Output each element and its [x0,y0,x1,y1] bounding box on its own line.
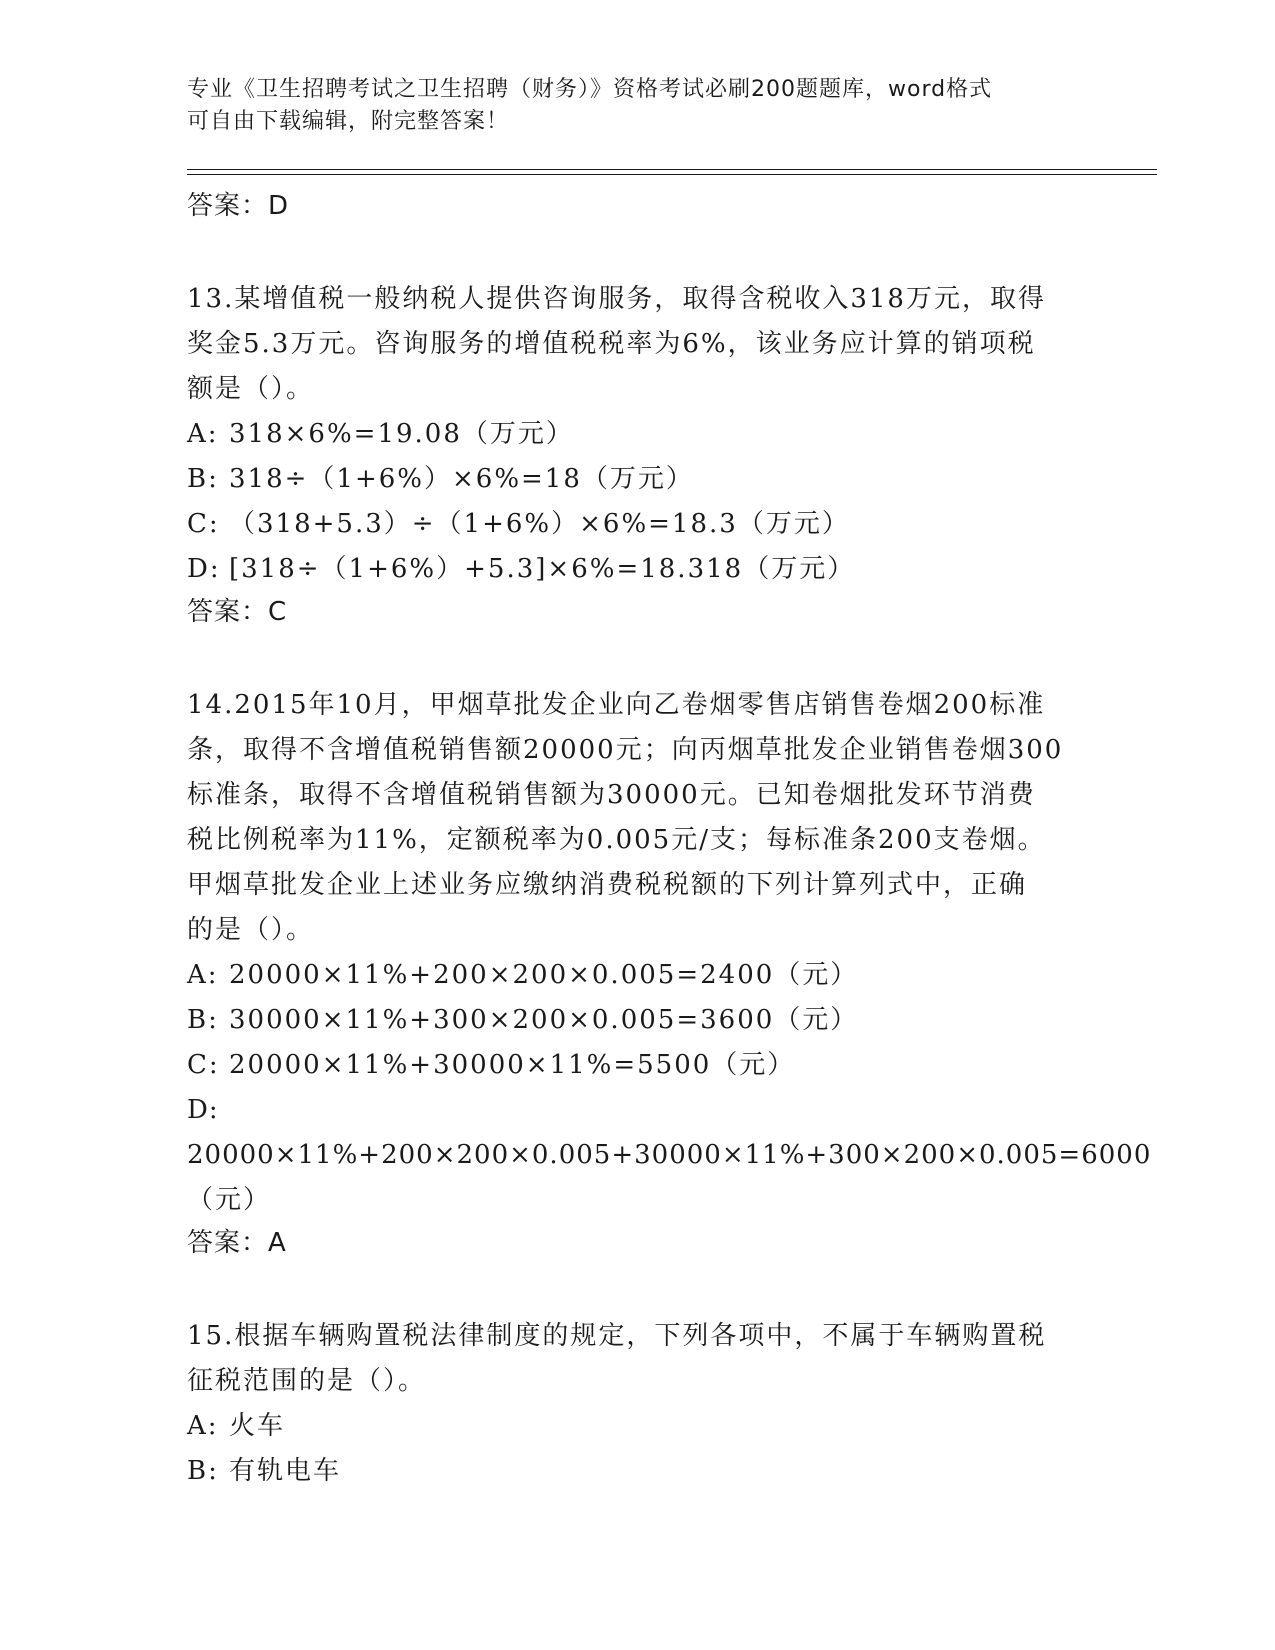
stem-line: 13.某增值税一般纳税人提供咨询服务，取得含税收入318万元，取得 [187,284,1046,314]
stem-line: 标准条，取得不含增值税销售额为30000元。已知卷烟批发环节消费 [187,780,1036,810]
option-letter: A: [187,960,219,990]
spacer [187,632,1087,682]
header-rule-bottom [187,174,1157,175]
option-a [187,1404,1087,1449]
stem-line: 条，取得不含增值税销售额20000元；向丙烟草批发企业销售卷烟300 [187,735,1064,765]
stem-line: 的是（）。 [187,915,315,945]
stem-line: 15.根据车辆购置税法律制度的规定，下列各项中，不属于车辆购置税 [187,1321,1047,1351]
spacer [187,226,1087,276]
question-content [187,186,1152,1494]
answer-previous: 答案：D [187,191,290,221]
option-letter: B: [187,1005,219,1035]
option-letter: B: [187,1456,219,1486]
option-text: 318÷（1+6%）×6%=18（万元） [229,464,694,494]
option-letter: C: [187,1050,220,1080]
option-text: 30000×11%+300×200×0.005=3600（元） [229,1005,859,1035]
option-text: 有轨电车 [229,1456,342,1486]
stem-line: 奖金5.3万元。咨询服务的增值税税率为6%，该业务应计算的销项税 [187,329,1036,359]
option-b [187,998,1087,1043]
stem-line: 额是（）。 [187,374,315,404]
option-letter: A: [187,1411,219,1441]
option-text: 20000×11%+200×200×0.005+30000×11%+300×200×0.005=6000 [187,1140,1152,1170]
option-text: （318+5.3）÷（1+6%）×6%=18.3（万元） [229,509,850,539]
option-letter: C: [187,509,220,539]
option-d [187,1088,1152,1178]
stem-line: 税比例税率为11%，定额税率为0.005元/支；每标准条200支卷烟。 [187,825,1046,855]
option-b [187,1449,1087,1494]
stem-line: 征税范围的是（）。 [187,1366,427,1396]
spacer [187,1263,1087,1313]
option-text: 火车 [229,1411,286,1441]
question-15 [187,1314,1087,1494]
option-letter: A: [187,419,219,449]
stem-line: 甲烟草批发企业上述业务应缴纳消费税税额的下列计算列式中，正确 [187,870,1028,900]
option-a [187,412,1087,457]
option-text: 20000×11%+200×200×0.005=2400（元） [229,960,859,990]
option-d-continuation: （元） [187,1185,272,1215]
option-letter: D: [187,1095,219,1125]
option-b [187,457,1087,502]
option-text: 20000×11%+30000×11%=5500（元） [229,1050,796,1080]
option-letter: B: [187,464,219,494]
stem-line: 14.2015年10月，甲烟草批发企业向乙卷烟零售店销售卷烟200标准 [187,690,1046,720]
question-stem [187,683,1087,953]
header-line-2: 可自由下载编辑，附完整答案！ [187,109,510,134]
option-c [187,1043,1087,1088]
question-stem [187,1314,1087,1404]
question-13 [187,277,1087,632]
option-c [187,502,1087,547]
answer-13: 答案：C [187,597,288,627]
question-stem [187,277,1087,412]
document-header [187,74,1087,138]
answer-14: 答案：A [187,1228,287,1258]
option-text: 318×6%=19.08（万元） [229,419,574,449]
option-d [187,547,1087,592]
option-a [187,953,1087,998]
header-rule-top [187,169,1157,170]
option-letter: D: [187,554,221,584]
header-line-1: 专业《卫生招聘考试之卫生招聘（财务）》资格考试必刷200题题库，word格式 [187,77,993,102]
question-14 [187,683,1152,1263]
option-text: [318÷（1+6%）+5.3]×6%=18.318（万元） [229,554,856,584]
